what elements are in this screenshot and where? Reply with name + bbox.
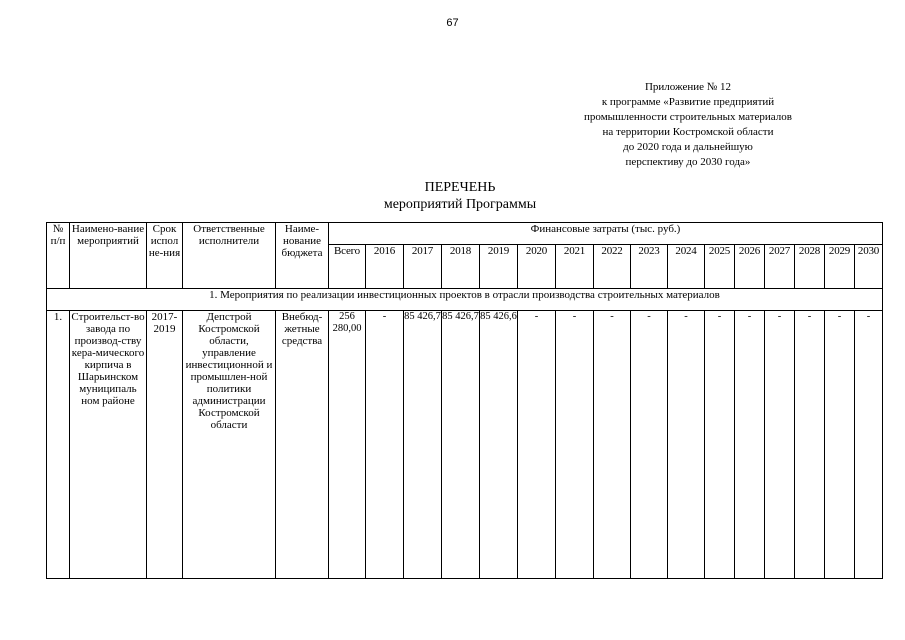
annex-line: на территории Костромской области xyxy=(602,126,774,138)
page-number: 67 xyxy=(446,17,459,29)
header-year: 2017 xyxy=(404,245,442,289)
row-year-value: - xyxy=(668,311,705,579)
header-year: 2028 xyxy=(795,245,825,289)
row-name: Строительст-во завода по производ-ству кера-мического кирпича в Шарьинском муниципаль ном районе xyxy=(70,311,147,579)
row-year-value: - xyxy=(705,311,735,579)
annex-line: Приложение № 12 xyxy=(644,81,732,93)
annex-line: промышленности строительных материалов xyxy=(584,111,792,123)
row-year-value: - xyxy=(556,311,594,579)
document-heading xyxy=(300,179,620,213)
heading-subtitle: мероприятий Программы xyxy=(383,197,537,212)
row-year-value: - xyxy=(735,311,765,579)
row-year-value: - xyxy=(825,311,855,579)
row-year-value: - xyxy=(855,311,883,579)
row-year-value: - xyxy=(518,311,556,579)
header-year: 2024 xyxy=(668,245,705,289)
row-year-value: - xyxy=(366,311,404,579)
annex-line: до 2020 года и дальнейшую xyxy=(623,141,753,153)
header-year: 2023 xyxy=(631,245,668,289)
row-year-value: - xyxy=(594,311,631,579)
header-name: Наимено-вание мероприятий xyxy=(70,223,147,289)
row-num: 1. xyxy=(47,311,70,579)
header-term: Срок испол не-ния xyxy=(147,223,183,289)
header-year: 2019 xyxy=(480,245,518,289)
header-year: 2016 xyxy=(366,245,404,289)
header-year: 2025 xyxy=(705,245,735,289)
header-budget: Наиме-нование бюджета xyxy=(276,223,329,289)
header-year: 2018 xyxy=(442,245,480,289)
row-year-value: 85 426,7 xyxy=(442,311,480,579)
row-responsible: Депстрой Костромской области, управление инвестиционной и промышлен-ной политики администрации Костромской области xyxy=(183,311,276,579)
header-num: № п/п xyxy=(47,223,70,289)
heading-title: ПЕРЕЧЕНЬ xyxy=(424,180,496,195)
row-year-value: 85 426,7 xyxy=(404,311,442,579)
header-year: 2020 xyxy=(518,245,556,289)
row-year-value: 85 426,6 xyxy=(480,311,518,579)
header-year: 2026 xyxy=(735,245,765,289)
row-year-value: - xyxy=(795,311,825,579)
header-year: 2021 xyxy=(556,245,594,289)
header-costs: Финансовые затраты (тыс. руб.) xyxy=(329,223,883,245)
row-year-value: - xyxy=(631,311,668,579)
annex-block xyxy=(548,80,828,170)
header-year: 2030 xyxy=(855,245,883,289)
table-row xyxy=(47,311,883,579)
header-year: 2029 xyxy=(825,245,855,289)
header-year: 2027 xyxy=(765,245,795,289)
annex-line: перспективу до 2030 года» xyxy=(625,156,751,168)
header-total: Всего xyxy=(329,245,366,289)
row-total: 256 280,00 xyxy=(329,311,366,579)
annex-line: к программе «Развитие предприятий xyxy=(601,96,775,108)
row-term: 2017-2019 xyxy=(147,311,183,579)
header-responsible: Ответственные исполнители xyxy=(183,223,276,289)
measures-table xyxy=(46,222,883,579)
header-year: 2022 xyxy=(594,245,631,289)
row-budget: Внебюд-жетные средства xyxy=(276,311,329,579)
row-year-value: - xyxy=(765,311,795,579)
section-title: 1. Мероприятия по реализации инвестиционных проектов в отрасли производства строительных материалов xyxy=(47,289,883,311)
